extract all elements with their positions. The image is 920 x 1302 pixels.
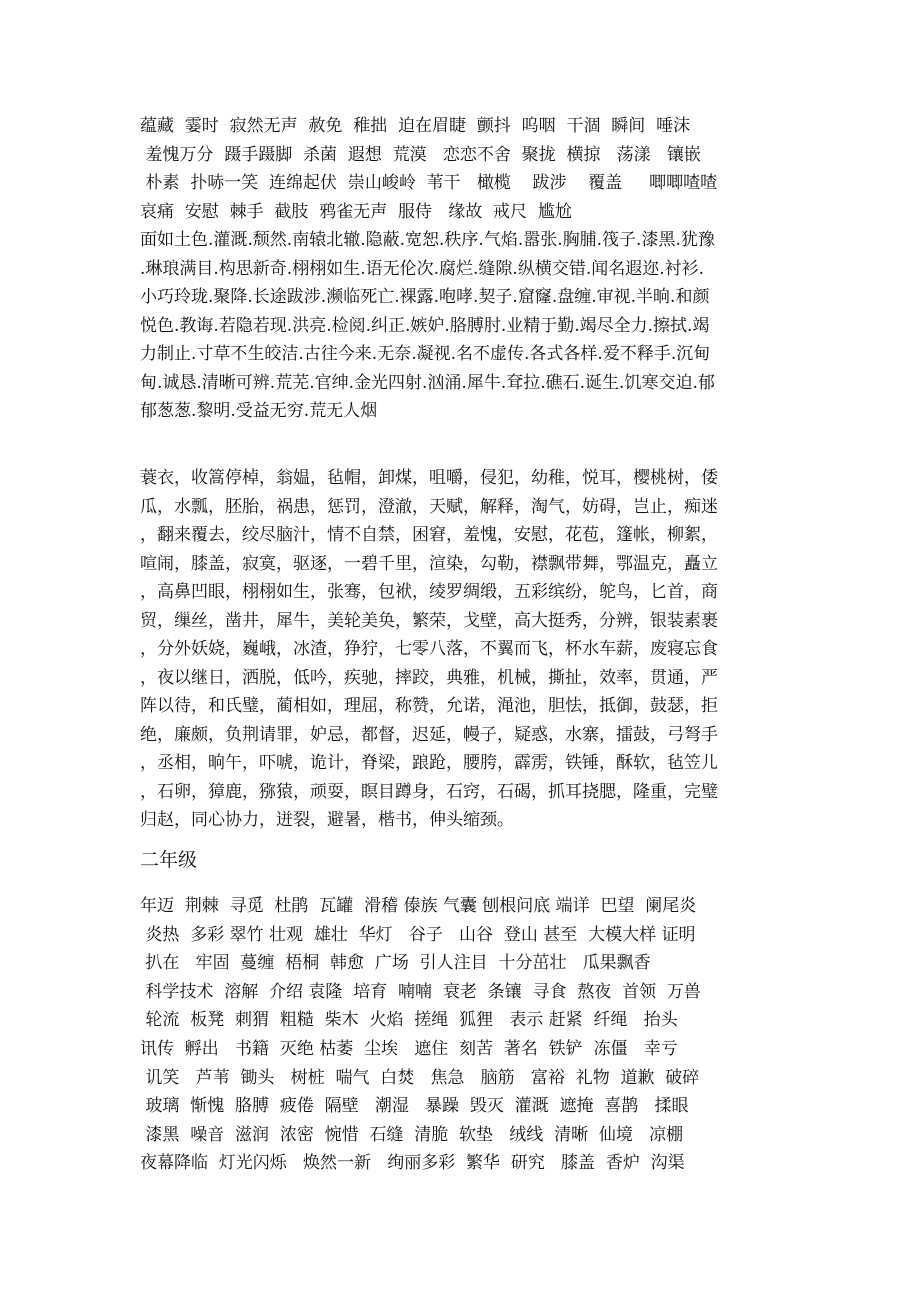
vocabulary-block-1	[140, 112, 780, 426]
text-line: 归赵，同心协力，迸裂，避暑，楷书，伸头缩颈。	[140, 810, 514, 830]
text-line: ，夜以继日，洒脱，低吟，疾驰，摔跤，典雅，机械，撕扯，效率，贯通，严	[140, 667, 718, 688]
text-line: 阵以待，和氏璧，蔺相如，理屈，称赞，允诺，渑池，胆怯，抵御，鼓瑟，拒	[140, 696, 718, 716]
text-line: .琳琅满目.构思新奇.栩栩如生.语无伦次.腐烂.缝隙.纵横交错.闻名遐迩.衬衫.	[140, 258, 705, 279]
text-line: 悦色.教诲.若隐若现.洪亮.检阅.纠正.嫉妒.胳膊肘.业精于勤.竭尽全力.擦拭.竭	[140, 315, 710, 336]
text-line: ，高鼻凹眼，栩栩如生，张骞，包袱，绫罗绸缎，五彩缤纷，鸵鸟，匕首，商	[140, 582, 718, 602]
text-line: 瓜，水瓢，胚胎，祸患，惩罚，澄澈，天赋，解释，淘气，妨碍，岂止，痴迷	[140, 496, 718, 517]
text-line: 科学技术 溶解 介绍 袁隆 培育 喃喃 衰老 条镶 寻食 熬夜 首领 万兽	[140, 981, 701, 1002]
text-line: ，翻来覆去，绞尽脑汁，情不自禁，困窘，羞愧，安慰，花苞，篷帐，柳絮，	[140, 525, 718, 545]
text-line: 绝，廉颇，负荆请罪，妒忌，都督，迟延，幔子，疑惑，水寨，擂鼓，弓弩手	[140, 724, 718, 745]
text-line: 蕴藏 霎时 寂然无声 赦免 稚拙 迫在眉睫 颤抖 呜咽 干涸 瞬间 唾沫	[140, 116, 691, 136]
section-heading-grade-two: 二年级	[140, 849, 198, 871]
text-line: ，丞相，晌午，吓唬，诡计，脊梁，踉跄，腰胯，霹雳，铁锤，酥软，毡笠儿	[140, 753, 718, 773]
text-line: 讯传 孵出 书籍 灭绝 枯萎 尘埃 遮住 刻苦 著名 铁铲 冻僵 幸亏	[140, 1038, 678, 1059]
text-line: 夜幕降临 灯光闪烁 焕然一新 绚丽多彩 繁华 研究 膝盖 香炉 沟渠	[140, 1153, 685, 1174]
text-line: 羞愧万分 蹑手蹑脚 杀菌 遐想 荒漠 恋恋不舍 聚拢 横掠 荡漾 镶嵌	[140, 144, 701, 165]
vocabulary-block-3	[140, 892, 780, 1178]
text-line: ，分外妖娆，巍峨，冰渣，狰狞，七零八落，不翼而飞，杯水车薪，废寝忘食	[140, 639, 718, 659]
text-line: 玻璃 惭愧 胳膊 疲倦 隔壁 潮湿 暴躁 毁灭 灌溉 遮掩 喜鹊 揉眼	[140, 1096, 689, 1117]
text-line: 小巧玲珑.聚降.长途跋涉.濒临死亡.裸露.咆哮.契子.窟窿.盘缠.审视.半晌.和颜	[140, 287, 710, 307]
text-line: 漆黑 噪音 滋润 浓密 惋惜 石缝 清脆 软垫 绒线 清晰 仙境 凉棚	[140, 1124, 684, 1145]
text-line: 朴素 扑哧一笑 连绵起伏 崇山峻岭 苇干 橄榄 跋涉 覆盖 唧唧喳喳	[140, 173, 718, 193]
vocabulary-block-2	[140, 464, 780, 835]
text-line: 喧闹，膝盖，寂寞，驱逐，一碧千里，渲染，勾勒，襟飘带舞，鄂温克，矗立	[140, 553, 718, 574]
text-line: 蓑衣，收篙停棹，翁媪，毡帽，卸煤，咀嚼，侵犯，幼稚，悦耳，樱桃树，倭	[140, 468, 718, 488]
text-line: 年迈 荆棘 寻觅 杜鹃 瓦罐 滑稽 傣族 气囊 刨根问底 端详 巴望 阑尾炎	[140, 896, 697, 916]
text-line: 贸，缫丝，凿井，犀牛，美轮美奂，繁荣，戈壁，高大挺秀，分辨，银装素裹	[140, 610, 718, 631]
text-line: 力制止.寸草不生皎洁.古往今来.无奈.凝视.名不虚传.各式各样.爱不释手.沉甸	[140, 344, 711, 364]
text-line: 甸.诚恳.清晰可辨.荒芜.官绅.金光四射.汹涌.犀牛.耷拉.礁石.诞生.饥寒交迫.郁	[140, 372, 715, 393]
text-line: 面如土色.灌溉.颓然.南辕北辙.隐蔽.宽恕.秩序.气焰.嚣张.胸脯.筏子.漆黑.犹豫	[140, 230, 715, 250]
text-line: 扒在 牢固 蔓缠 梧桐 韩愈 广场 引人注目 十分茁壮 瓜果飘香	[140, 953, 651, 974]
text-line: 炎热 多彩 翠竹 壮观 雄壮 华灯 谷子 山谷 登山 甚至 大模大样 证明	[140, 924, 696, 945]
text-line: 轮流 板凳 刺猬 粗糙 柴木 火焰 搓绳 狐狸 表示 赶紧 纤绳 抬头	[140, 1010, 678, 1031]
text-line: 讥笑 芦苇 锄头 树桩 喘气 白焚 焦急 脑筋 富裕 礼物 道歉 破碎	[140, 1067, 700, 1088]
text-line: 郁葱葱.黎明.受益无穷.荒无人烟	[140, 401, 378, 421]
text-line: ，石卵，獐鹿，猕猿，顽耍，瞑目蹲身，石窍，石碣，抓耳挠腮，隆重，完璧	[140, 781, 718, 802]
text-line: 哀痛 安慰 棘手 截肢 鸦雀无声 服侍 缘故 戒尺 尴尬	[140, 201, 572, 222]
